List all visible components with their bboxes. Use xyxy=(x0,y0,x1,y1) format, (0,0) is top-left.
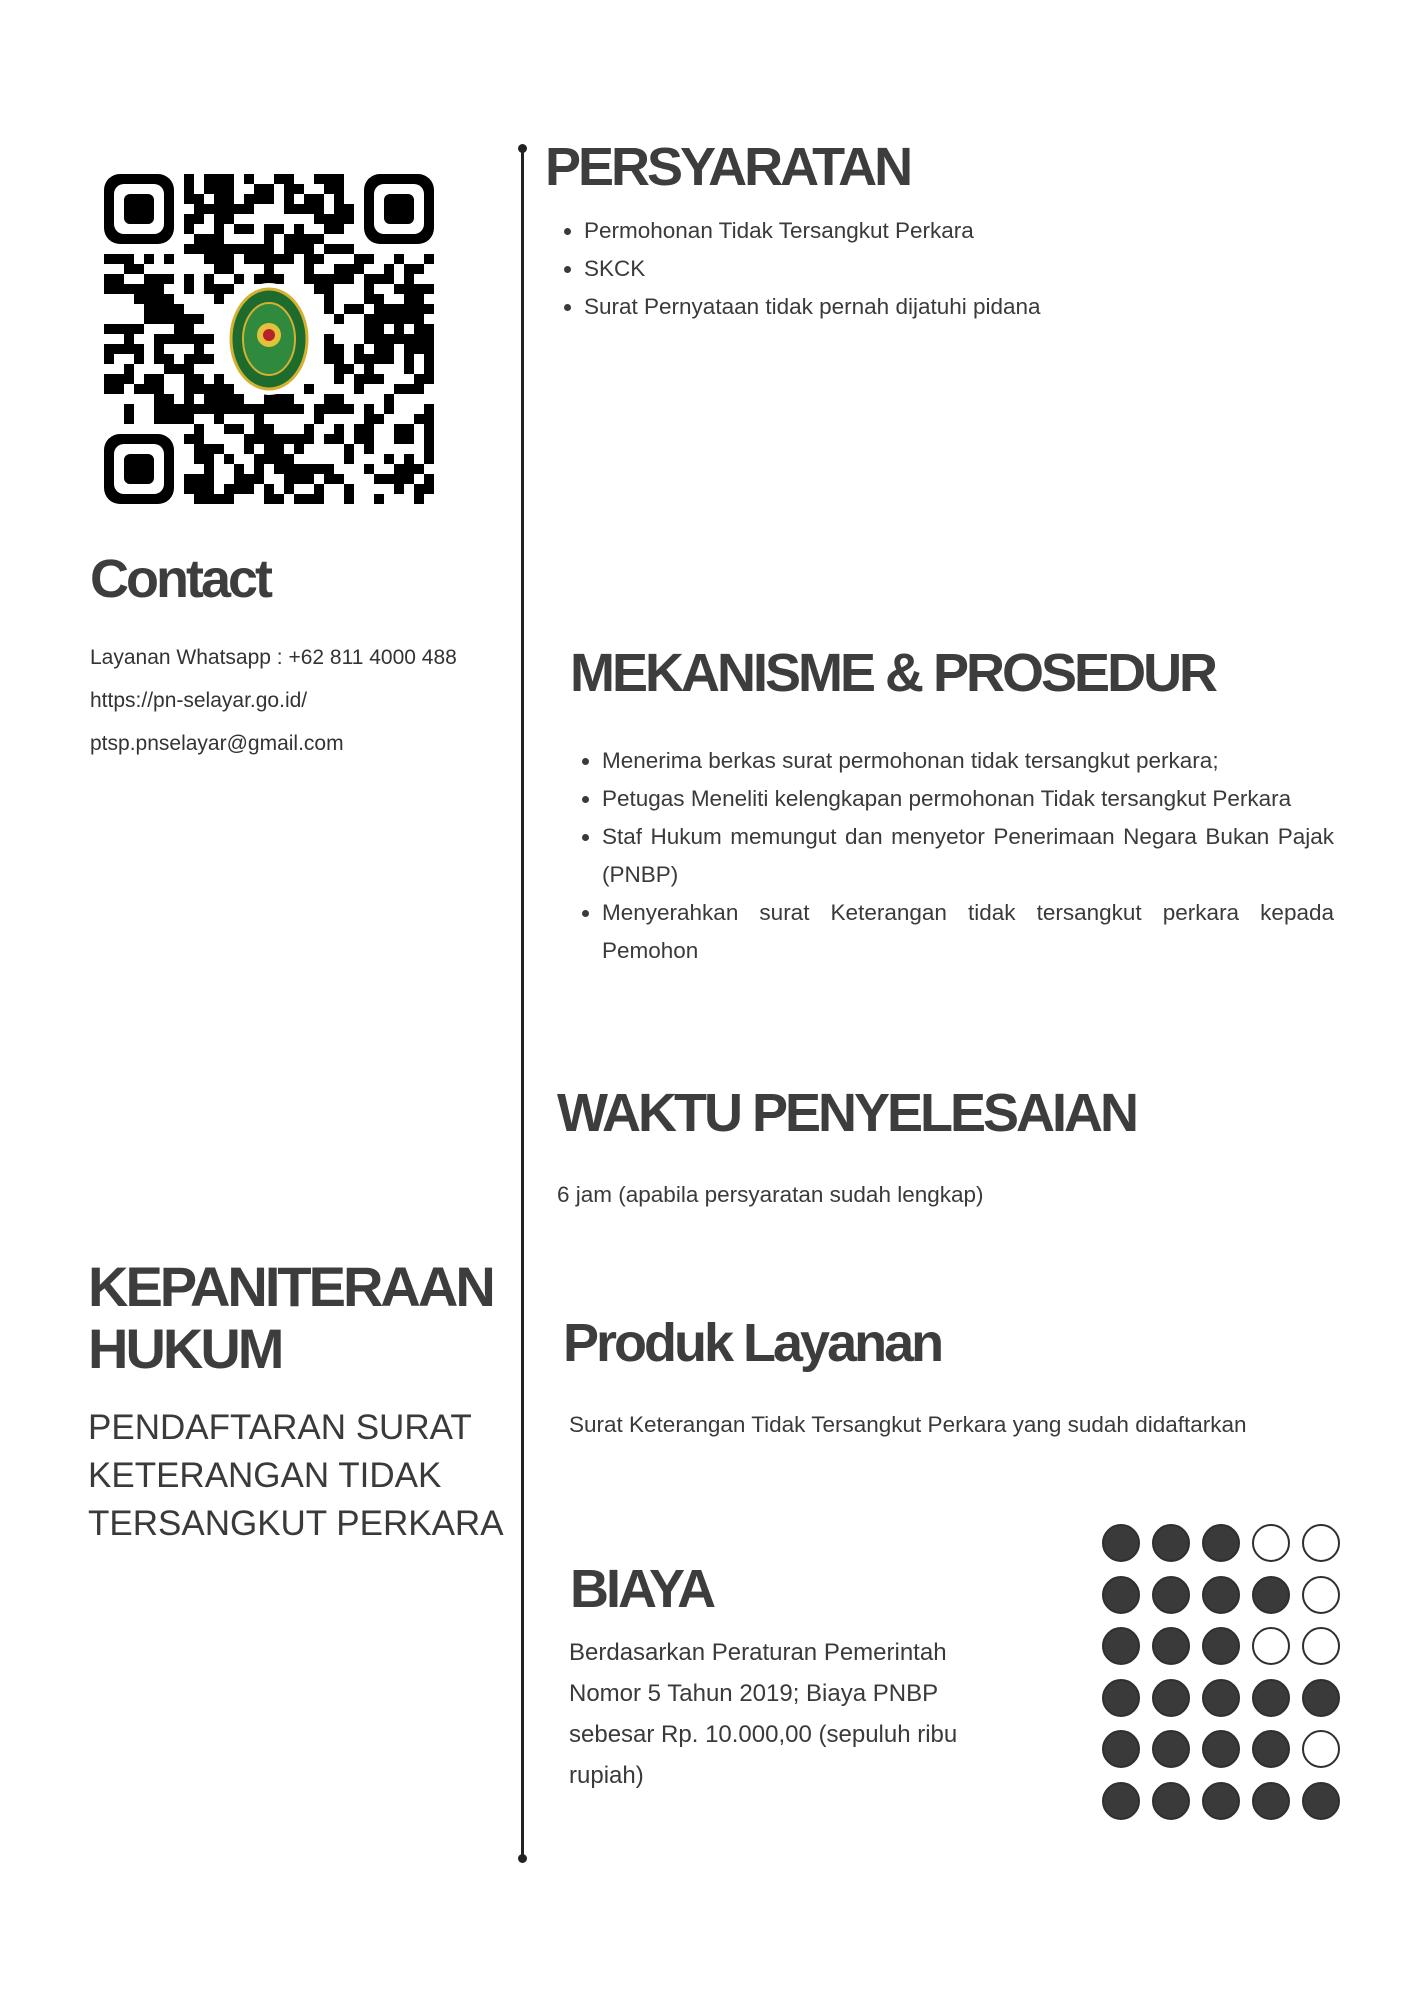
department-title-line1: KEPANITERAAN xyxy=(88,1255,493,1318)
empty-dot xyxy=(1252,1524,1290,1562)
filled-dot xyxy=(1152,1679,1190,1717)
filled-dot xyxy=(1302,1782,1340,1820)
filled-dot xyxy=(1102,1730,1140,1768)
empty-dot xyxy=(1252,1627,1290,1665)
filled-dot xyxy=(1252,1576,1290,1614)
empty-dot xyxy=(1302,1627,1340,1665)
filled-dot xyxy=(1152,1782,1190,1820)
filled-dot xyxy=(1202,1524,1240,1562)
mekanisme-item: • Petugas Meneliti kelengkapan permohonan Tidak tersangkut Perkara xyxy=(602,780,1334,818)
mekanisme-list xyxy=(576,742,1334,970)
empty-dot xyxy=(1302,1576,1340,1614)
contact-heading: Contact xyxy=(90,549,270,609)
filled-dot xyxy=(1202,1782,1240,1820)
filled-dot xyxy=(1252,1730,1290,1768)
filled-dot xyxy=(1102,1627,1140,1665)
mekanisme-item: • Menyerahkan surat Keterangan tidak tersangkut perkara kepada Pemohon xyxy=(602,894,1334,970)
mekanisme-item: • Staf Hukum memungut dan menyetor Penerimaan Negara Bukan Pajak (PNBP) xyxy=(602,818,1334,894)
biaya-heading: BIAYA xyxy=(570,1559,714,1619)
produk-heading: Produk Layanan xyxy=(563,1313,942,1373)
persyaratan-item: • Permohonan Tidak Tersangkut Perkara xyxy=(584,212,1344,250)
biaya-line1: Berdasarkan Peraturan Pemerintah xyxy=(569,1639,947,1666)
mekanisme-heading: MEKANISME & PROSEDUR xyxy=(570,643,1216,703)
biaya-line3: sebesar Rp. 10.000,00 (sepuluh ribu xyxy=(569,1721,958,1748)
department-title-line2: HUKUM xyxy=(88,1317,282,1380)
qr-code-icon xyxy=(104,174,434,504)
department-title xyxy=(88,1256,493,1380)
department-subtitle xyxy=(88,1404,504,1548)
filled-dot xyxy=(1202,1679,1240,1717)
decorative-dots-grid xyxy=(1102,1524,1342,1834)
empty-dot xyxy=(1302,1730,1340,1768)
filled-dot xyxy=(1102,1576,1140,1614)
department-subtitle-line2: KETERANGAN TIDAK xyxy=(88,1456,442,1495)
persyaratan-item: • Surat Pernyataan tidak pernah dijatuhi pidana xyxy=(584,288,1344,326)
filled-dot xyxy=(1302,1679,1340,1717)
divider-top-dot xyxy=(518,144,527,153)
filled-dot xyxy=(1252,1679,1290,1717)
filled-dot xyxy=(1102,1524,1140,1562)
filled-dot xyxy=(1152,1524,1190,1562)
filled-dot xyxy=(1202,1627,1240,1665)
contact-whatsapp[interactable]: Layanan Whatsapp : +62 811 4000 488 xyxy=(90,646,457,669)
department-subtitle-line1: PENDAFTARAN SURAT xyxy=(88,1408,472,1447)
mekanisme-item: • Menerima berkas surat permohonan tidak tersangkut perkara; xyxy=(602,742,1334,780)
divider-bottom-dot xyxy=(518,1854,527,1863)
biaya-line2: Nomor 5 Tahun 2019; Biaya PNBP xyxy=(569,1680,939,1707)
waktu-heading: WAKTU PENYELESAIAN xyxy=(557,1083,1137,1143)
contact-website[interactable]: https://pn-selayar.go.id/ xyxy=(90,689,308,712)
filled-dot xyxy=(1152,1730,1190,1768)
persyaratan-list xyxy=(558,212,1344,326)
filled-dot xyxy=(1202,1576,1240,1614)
persyaratan-heading: PERSYARATAN xyxy=(545,137,911,197)
empty-dot xyxy=(1302,1524,1340,1562)
department-subtitle-line3: TERSANGKUT PERKARA xyxy=(88,1504,504,1543)
filled-dot xyxy=(1102,1679,1140,1717)
biaya-text xyxy=(569,1632,1029,1796)
contact-email[interactable]: ptsp.pnselayar@gmail.com xyxy=(90,732,344,755)
filled-dot xyxy=(1102,1782,1140,1820)
waktu-text: 6 jam (apabila persyaratan sudah lengkap) xyxy=(557,1182,984,1207)
biaya-line4: rupiah) xyxy=(569,1762,644,1789)
filled-dot xyxy=(1152,1627,1190,1665)
produk-text: Surat Keterangan Tidak Tersangkut Perkara yang sudah didaftarkan xyxy=(569,1412,1247,1437)
filled-dot xyxy=(1152,1576,1190,1614)
vertical-divider xyxy=(521,148,524,1860)
filled-dot xyxy=(1252,1782,1290,1820)
persyaratan-item: • SKCK xyxy=(584,250,1344,288)
qr-code xyxy=(104,174,434,504)
filled-dot xyxy=(1202,1730,1240,1768)
court-emblem-icon xyxy=(225,283,313,395)
